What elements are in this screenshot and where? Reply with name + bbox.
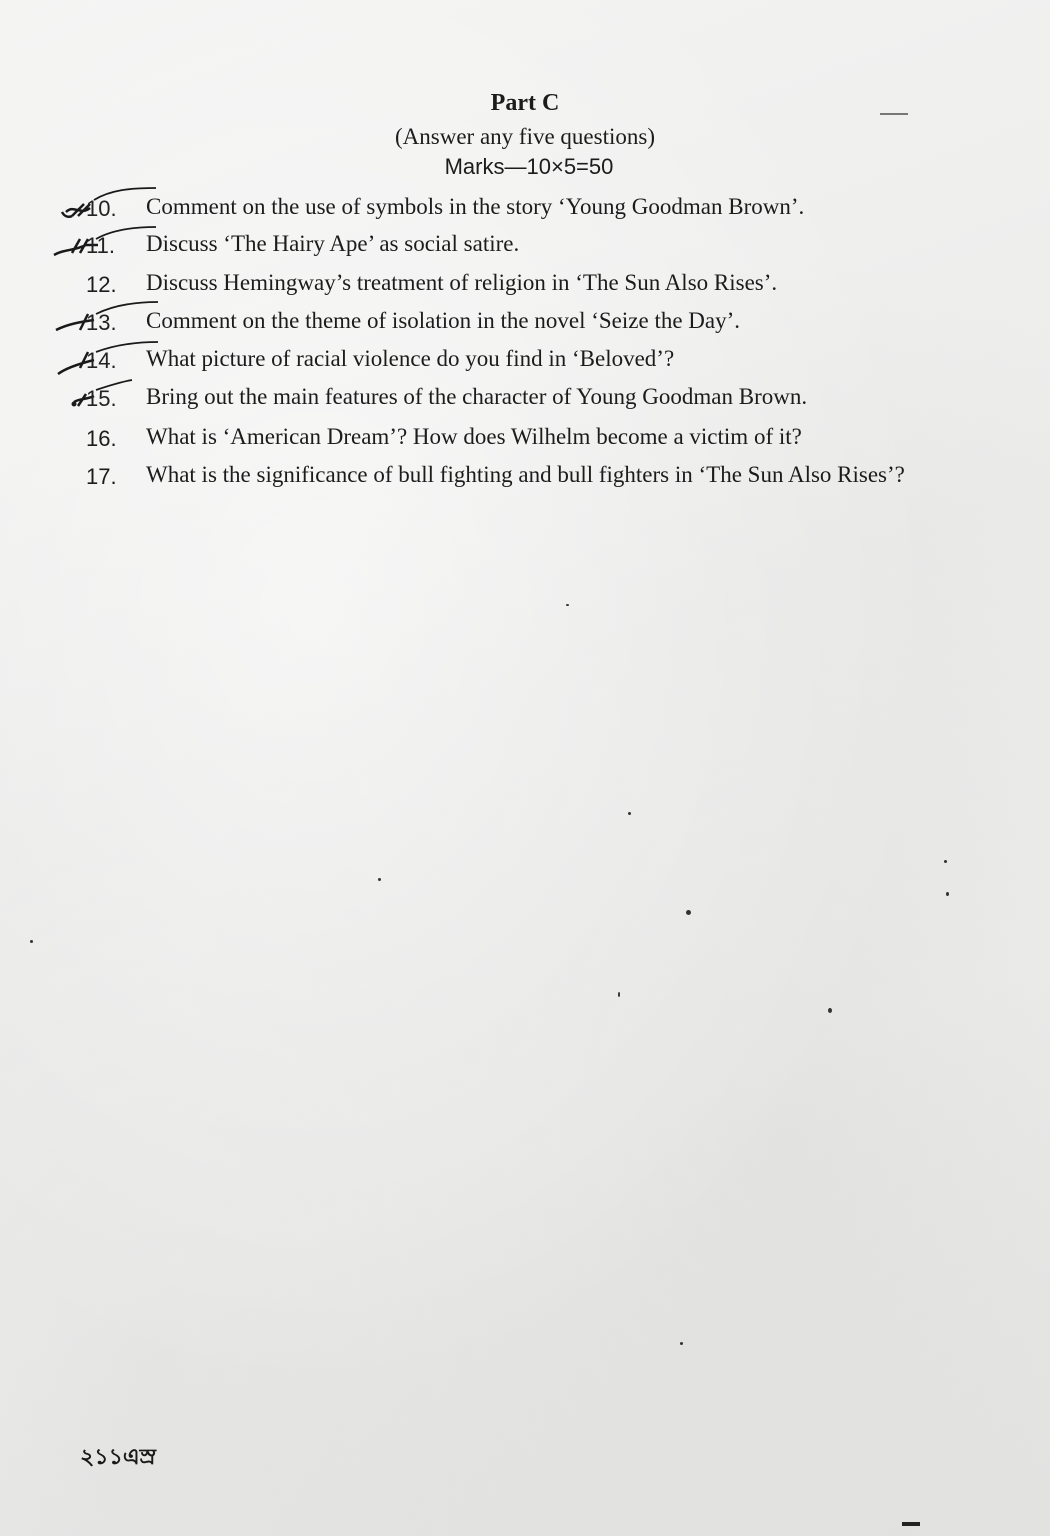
question-item (0, 460, 1050, 496)
paper-code: ২১১এস্র (80, 1445, 156, 1470)
question-item (0, 422, 1050, 458)
question-item (0, 229, 1050, 265)
question-text: What is ‘American Dream’? How does Wilhelm become a victim of it? (146, 424, 802, 449)
question-number: 10. (86, 196, 117, 221)
answer-instruction: (Answer any five questions) (395, 124, 655, 149)
question-item (0, 306, 1050, 342)
question-text: What is the significance of bull fighting and bull fighters in ‘The Sun Also Rises’? (146, 462, 905, 487)
ink-speck (30, 940, 33, 943)
part-title: Part C (490, 90, 560, 116)
question-item (0, 268, 1050, 304)
question-text: Comment on the use of symbols in the story ‘Young Goodman Brown’. (146, 194, 805, 219)
pencil-mark (880, 113, 908, 115)
question-text: Discuss ‘The Hairy Ape’ as social satire. (146, 231, 520, 256)
ink-speck (628, 812, 631, 815)
question-text: Discuss Hemingway’s treatment of religion in ‘The Sun Also Rises’. (146, 270, 778, 295)
ink-speck (686, 910, 691, 915)
question-number: 16. (86, 426, 117, 451)
question-item (0, 382, 1050, 418)
marks-line: Marks—10×5=50 (444, 154, 614, 179)
question-text: What picture of racial violence do you find in ‘Beloved’? (146, 346, 675, 371)
ink-speck (378, 878, 381, 881)
question-item (0, 344, 1050, 380)
ink-speck (828, 1008, 832, 1013)
question-number: 13. (86, 310, 117, 335)
question-text: Comment on the theme of isolation in the novel ‘Seize the Day’. (146, 308, 741, 333)
question-number: 12. (86, 272, 117, 297)
ink-speck (946, 892, 949, 896)
ink-speck (944, 860, 947, 863)
ink-speck (680, 1342, 683, 1345)
question-number: 11. (86, 233, 115, 258)
question-text: Bring out the main features of the character of Young Goodman Brown. (146, 384, 808, 409)
pencil-mark (902, 1522, 920, 1526)
question-number: 15. (86, 386, 117, 411)
ink-speck (618, 992, 620, 997)
ink-speck (566, 604, 569, 606)
question-number: 14. (86, 348, 117, 373)
question-number: 17. (86, 464, 117, 489)
